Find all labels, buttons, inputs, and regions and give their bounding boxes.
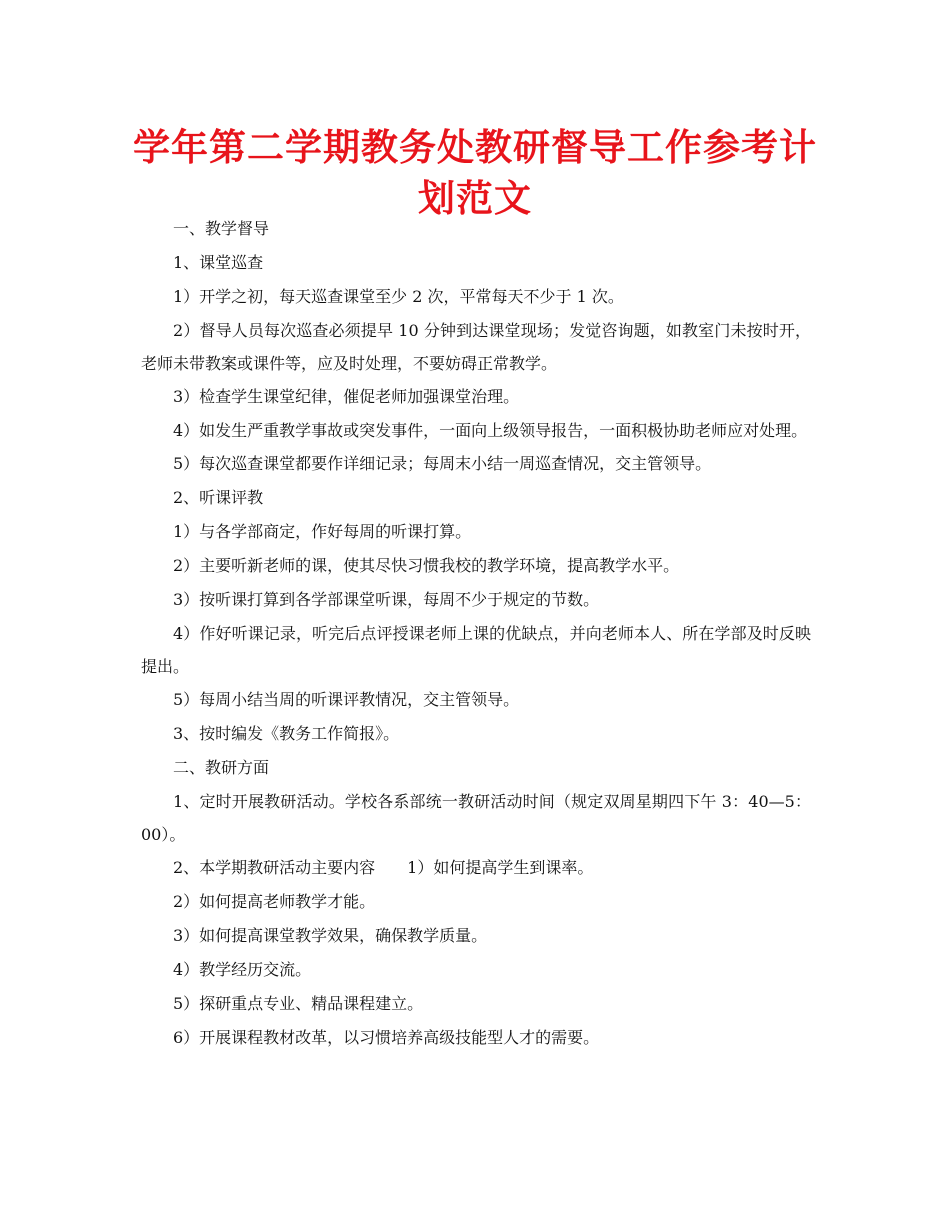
paragraph: 4）作好听课记录，听完后点评授课老师上课的优缺点，并向老师本人、所在学部及时反映提出。: [141, 624, 811, 676]
subsection-heading: 1、课堂巡查: [173, 253, 264, 272]
section-heading: 二、教研方面: [173, 758, 270, 777]
paragraph: 5）每周小结当周的听课评教情况，交主管领导。: [173, 690, 520, 709]
document-title: 学年第二学期教务处教研督导工作参考计划范文: [133, 126, 817, 220]
paragraph: 4）教学经历交流。: [173, 960, 312, 979]
paragraph: 2）督导人员每次巡查必须提早 10 分钟到达课堂现场；发觉咨询题，如教室门未按时开，老师未带教案或课件等，应及时处理，不要妨碍正常教学。: [141, 321, 811, 373]
section-heading: 一、教学督导: [173, 219, 270, 238]
paragraph: 3）按听课打算到各学部课堂听课，每周不少于规定的节数。: [173, 590, 600, 609]
document-body: [141, 212, 811, 1055]
paragraph: 5）探研重点专业、精品课程建立。: [173, 994, 424, 1013]
paragraph: 2、本学期教研活动主要内容 1）如何提高学生到课率。: [173, 858, 594, 877]
paragraph: 4）如发生严重教学事故或突发事件，一面向上级领导报告，一面积极协助老师应对处理。: [173, 421, 808, 440]
paragraph: 1、定时开展教研活动。学校各系部统一教研活动时间（规定双周星期四下午 3：40—5：00）。: [141, 792, 811, 844]
paragraph: 1）开学之初，每天巡查课堂至少 2 次，平常每天不少于 1 次。: [173, 287, 624, 306]
paragraph: 1）与各学部商定，作好每周的听课打算。: [173, 522, 472, 541]
paragraph: 3）检查学生课堂纪律，催促老师加强课堂治理。: [173, 387, 520, 406]
subsection-heading: 2、听课评教: [173, 488, 264, 507]
paragraph: 6）开展课程教材改革，以习惯培养高级技能型人才的需要。: [173, 1028, 600, 1047]
paragraph: 2）如何提高老师教学才能。: [173, 892, 376, 911]
paragraph: 5）每次巡查课堂都要作详细记录；每周末小结一周巡查情况，交主管领导。: [173, 454, 712, 473]
paragraph: 2）主要听新老师的课，使其尽快习惯我校的教学环境，提高教学水平。: [173, 556, 680, 575]
paragraph: 3）如何提高课堂教学效果，确保教学质量。: [173, 926, 488, 945]
subsection-heading: 3、按时编发《教务工作简报》。: [173, 724, 400, 743]
